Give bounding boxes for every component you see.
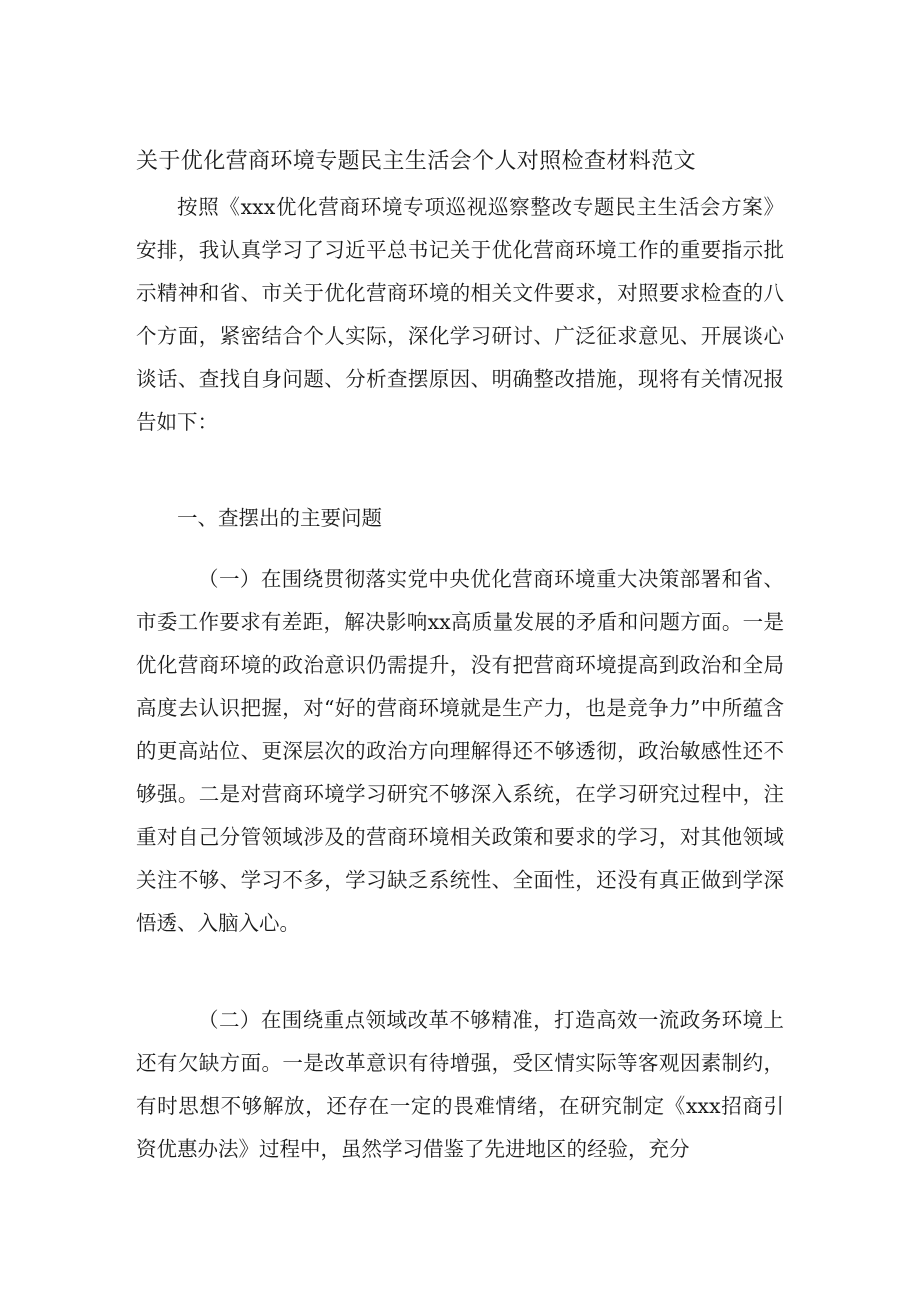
section-heading-problems: 一、查摆出的主要问题: [177, 506, 382, 530]
document-title: 关于优化营商环境专题民主生活会个人对照检查材料范文: [136, 149, 697, 174]
problem-item-1-paragraph: （一）在围绕贯彻落实党中央优化营商环境重大决策部署和省、市委工作要求有差距，解决影响xx高质量发展的矛盾和问题方面。一是优化营商环境的政治意识仍需提升，没有把营商环境提高到政治和全局高度去认识把握，对“好的营商环境就是生产力，也是竞争力”中所蕴含的更高站位、更深层次的政治方向理解得还不够透彻，政治敏感性还不够强。二是对营商环境学习研究不够深入系统，在学习研究过程中，注重对自己分管领域涉及的营商环境相关政策和要求的学习，对其他领域关注不够、学习不多，学习缺乏系统性、全面性，还没有真正做到学深悟透、入脑入心。: [136, 567, 784, 935]
intro-paragraph: 按照《xxx优化营商环境专项巡视巡察整改专题民主生活会方案》安排，我认真学习了习近平总书记关于优化营商环境工作的重要指示批示精神和省、市关于优化营商环境的相关文件要求，对照要求检查的八个方面，紧密结合个人实际，深化学习研讨、广泛征求意见、开展谈心谈话、查找自身问题、分析查摆原因、明确整改措施，现将有关情况报告如下：: [136, 195, 784, 434]
problem-item-2-paragraph: （二）在围绕重点领域改革不够精准，打造高效一流政务环境上还有欠缺方面。一是改革意识有待增强，受区情实际等客观因素制约，有时思想不够解放，还存在一定的畏难情绪，在研究制定《xxx招商引资优惠办法》过程中，虽然学习借鉴了先进地区的经验，充分: [136, 1008, 784, 1161]
